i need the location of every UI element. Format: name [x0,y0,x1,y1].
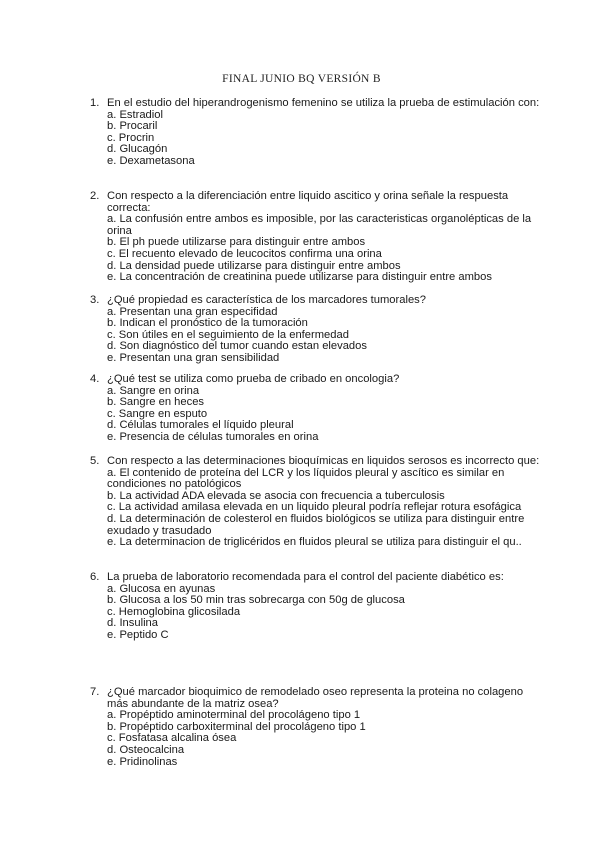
option-e: e. Presencia de células tumorales en orina [107,430,319,443]
option-d: d. La densidad puede utilizarse para distinguir entre ambos [107,259,401,272]
question-stem: Con respecto a las determinaciones bioquímicas en liquidos serosos es incorrecto que: [107,455,540,467]
option-b: b. Indican el pronóstico de la tumoración [107,317,308,330]
option-b: b. Propéptido carboxiterminal del procolágeno tipo 1 [107,720,366,733]
option-e: e. La concentración de creatinina puede utilizarse para distinguir entre ambos [107,271,492,284]
option-d: d. Son diagnóstico del tumor cuando estan elevados [107,340,367,353]
question-number: 4. [90,373,100,385]
question-stem: Con respecto a la diferenciación entre liquido ascitico y orina señale la respuesta correcta: [107,190,509,214]
page-title: FINAL JUNIO BQ VERSIÓN B [222,73,381,85]
option-c: c. Fosfatasa alcalina ósea [107,732,237,745]
option-a: a. Glucosa en ayunas [107,582,216,595]
question-number: 2. [90,190,100,202]
question-number: 1. [90,97,100,109]
question-stem: La prueba de laboratorio recomendada para el control del paciente diabético es: [107,571,504,583]
option-a: a. El contenido de proteína del LCR y los líquidos pleural y ascítico es similar en condiciones no patológicos [107,466,505,491]
option-a: a. Presentan una gran especifidad [107,305,278,318]
question-number: 7. [90,686,100,698]
option-d: d. Osteocalcina [107,743,185,756]
option-c: c. La actividad amilasa elevada en un liquido pleural podría reflejar rotura esofágica [107,501,522,514]
question-stem: ¿Qué propiedad es característica de los marcadores tumorales? [107,294,426,306]
option-b: b. El ph puede utilizarse para distinguir entre ambos [107,236,366,249]
question-stem: En el estudio del hiperandrogenismo femenino se utiliza la prueba de estimulación con: [107,97,540,109]
option-b: b. La actividad ADA elevada se asocia con frecuencia a tuberculosis [107,489,445,502]
option-e: e. La determinacion de triglicéridos en fluidos pleural se utiliza para distinguir el qu.. [107,536,522,549]
option-d: d. Insulina [107,617,158,630]
question-2 [90,191,540,284]
option-b: b. Glucosa a los 50 min tras sobrecarga con 50g de glucosa [107,594,405,607]
option-b: b. Procaril [107,120,158,133]
option-a: a. Estradiol [107,108,163,121]
question-number: 5. [90,455,100,467]
question-number: 6. [90,571,100,583]
question-stem: ¿Qué marcador bioquimico de remodelado oseo representa la proteina no colageno más abundante de la matriz osea? [107,686,524,710]
question-6 [90,572,540,642]
option-c: c. Hemoglobina glicosilada [107,605,241,618]
option-a: a. Propéptido aminoterminal del procolágeno tipo 1 [107,709,361,722]
option-c: c. Procrin [107,131,155,144]
option-b: b. Sangre en heces [107,396,205,409]
question-4 [90,374,540,444]
option-c: c. Sangre en esputo [107,407,208,420]
option-e: e. Peptido C [107,628,169,641]
option-e: e. Presentan una gran sensibilidad [107,351,280,364]
option-e: e. Dexametasona [107,154,195,167]
question-1 [90,98,540,168]
option-d: d. La determinación de colesterol en fluidos biológicos se utiliza para distinguir entre exudado y trasudado [107,512,525,537]
question-number: 3. [90,294,100,306]
question-stem: ¿Qué test se utiliza como prueba de cribado en oncologia? [107,373,400,385]
question-5 [90,456,540,549]
question-3 [90,295,540,365]
option-e: e. Pridinolinas [107,755,178,768]
option-d: d. Glucagón [107,143,168,156]
option-c: c. El recuento elevado de leucocitos confirma una orina [107,247,382,260]
option-c: c. Son útiles en el seguimiento de la enfermedad [107,328,349,341]
option-d: d. Células tumorales el líquido pleural [107,419,294,432]
question-7 [90,687,540,768]
option-a: a. Sangre en orina [107,384,200,397]
option-a: a. La confusión entre ambos es imposible, por las caracteristicas organolépticas de la orina [107,213,532,237]
